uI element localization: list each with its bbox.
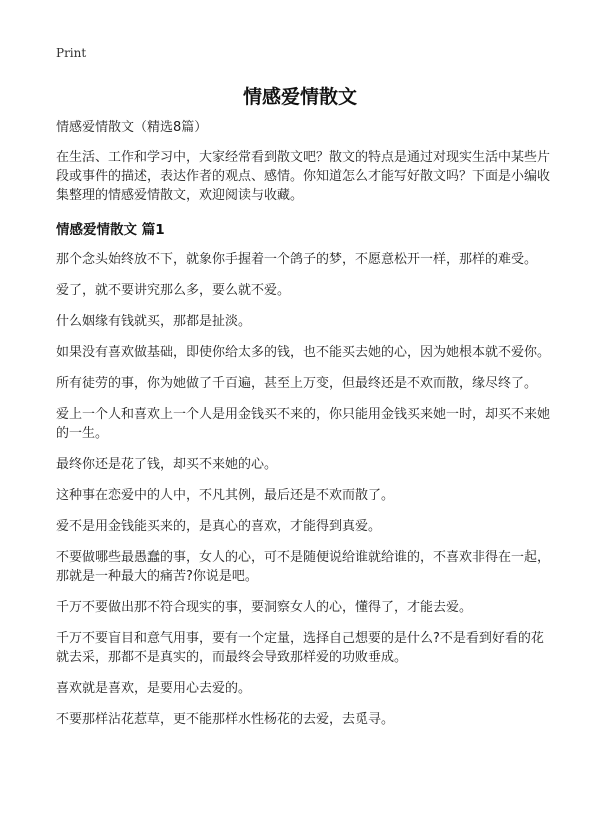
paragraph: 这种事在恋爱中的人中，不凡其例，最后还是不欢而散了。 <box>56 488 395 503</box>
paragraph: 喜欢就是喜欢，是要用心去爱的。 <box>56 681 252 696</box>
paragraph: 所有徒劳的事，你为她做了千百遍，甚至上万变，但最终还是不欢而散，缘尽终了。 <box>56 376 538 391</box>
intro-paragraph: 在生活、工作和学习中，大家经常看到散文吧？散文的特点是通过对现实生活中某些片段或事件的描述，表达作者的观点、感情。你知道怎么才能写好散文吗？下面是小编收集整理的情感爱情散文，欢迎阅读与收藏。 <box>56 150 551 203</box>
paragraph: 最终你还是花了钱，却买不来她的心。 <box>56 457 278 472</box>
print-link[interactable]: Print <box>56 46 87 60</box>
paragraph: 千万不要盲目和意气用事，要有一个定量，选择自己想要的是什么?不是看到好看的花就去采，那都不是真实的，而最终会导致那样爱的功败垂成。 <box>56 631 544 665</box>
paragraph: 爱上一个人和喜欢上一个人是用金钱买不来的，你只能用金钱买来她一时，却买不来她的一生。 <box>56 407 551 441</box>
paragraph: 爱了，就不要讲究那么多，要么就不爱。 <box>56 283 291 298</box>
section-heading: 情感爱情散文 篇1 <box>56 222 165 238</box>
paragraph: 不要那样沾花惹草，更不能那样水性杨花的去爱，去觅寻。 <box>56 712 395 727</box>
paragraph: 不要做哪些最愚蠢的事，女人的心，可不是随便说给谁就给谁的，不喜欢非得在一起，那就是一种最大的痛苦?你说是吧。 <box>56 550 551 584</box>
page-title: 情感爱情散文 <box>242 86 357 108</box>
paragraph: 什么姻缘有钱就买，那都是扯淡。 <box>56 314 252 329</box>
article-body <box>56 118 556 741</box>
paragraph: 如果没有喜欢做基础，即使你给太多的钱，也不能买去她的心，因为她根本就不爱你。 <box>56 345 551 360</box>
article-subtitle: 情感爱情散文（精选8篇） <box>56 120 208 135</box>
paragraph: 千万不要做出那不符合现实的事，要洞察女人的心，懂得了，才能去爱。 <box>56 600 473 615</box>
paragraph: 爱不是用金钱能买来的，是真心的喜欢，才能得到真爱。 <box>56 519 382 534</box>
paragraph: 那个念头始终放不下，就象你手握着一个鸽子的梦，不愿意松开一样，那样的难受。 <box>56 252 538 267</box>
